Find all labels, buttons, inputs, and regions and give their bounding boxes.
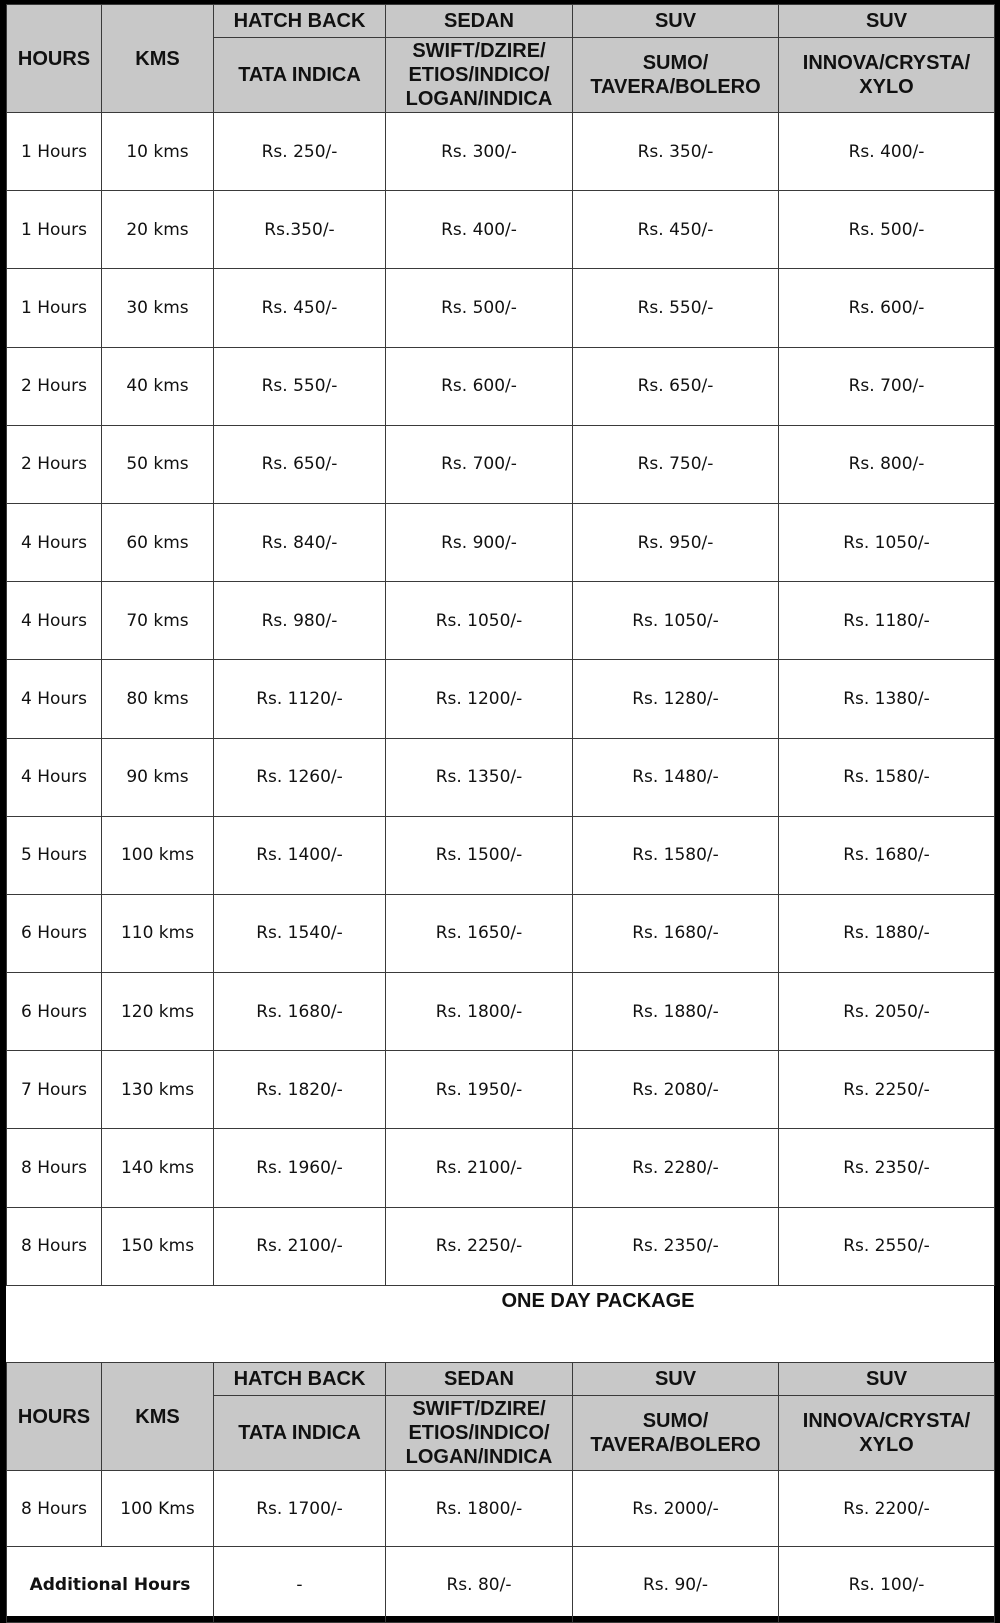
kms-cell: 30 kms: [102, 269, 214, 347]
price-cell: Rs. 2200/-: [779, 1471, 995, 1547]
hours-cell: 1 Hours: [7, 191, 102, 269]
price-cell: Rs. 1680/-: [573, 894, 779, 972]
price-cell: Rs. 1280/-: [573, 660, 779, 738]
price-cell: -: [214, 1547, 386, 1623]
price-cell: Rs. 300/-: [386, 113, 573, 191]
hours-cell: 1 Hours: [7, 113, 102, 191]
hours-cell: 2 Hours: [7, 425, 102, 503]
kms-cell: 130 kms: [102, 1051, 214, 1129]
hours-cell: 4 Hours: [7, 738, 102, 816]
price-cell: Rs. 1480/-: [573, 738, 779, 816]
kms-cell: 40 kms: [102, 347, 214, 425]
price-cell: Rs. 400/-: [779, 113, 995, 191]
price-cell: Rs. 500/-: [386, 269, 573, 347]
hours-cell: 8 Hours: [7, 1129, 102, 1207]
additional-hours-label: Additional Hours: [7, 1547, 214, 1623]
hourly-rate-table: [6, 4, 995, 1286]
price-cell: Rs. 450/-: [573, 191, 779, 269]
pkg-model-header-hatchback: TATA INDICA: [214, 1396, 386, 1471]
kms-cell: 80 kms: [102, 660, 214, 738]
pkg-category-header-suv-premium: SUV: [779, 1363, 995, 1396]
kms-cell: 60 kms: [102, 503, 214, 581]
table-row: [7, 1051, 995, 1129]
kms-header: KMS: [102, 5, 214, 113]
model-header-suv-premium: INNOVA/CRYSTA/ XYLO: [779, 38, 995, 113]
price-cell: Rs. 2050/-: [779, 973, 995, 1051]
kms-cell: 150 kms: [102, 1207, 214, 1285]
price-cell: Rs. 2080/-: [573, 1051, 779, 1129]
price-cell: Rs. 1680/-: [779, 816, 995, 894]
pkg-model-header-suv: SUMO/ TAVERA/BOLERO: [573, 1396, 779, 1471]
price-cell: Rs. 2250/-: [386, 1207, 573, 1285]
hours-cell: 4 Hours: [7, 660, 102, 738]
table-row: [7, 191, 995, 269]
price-cell: Rs. 1350/-: [386, 738, 573, 816]
model-header-hatchback: TATA INDICA: [214, 38, 386, 113]
kms-cell: 100 Kms: [102, 1471, 214, 1547]
price-cell: Rs. 700/-: [779, 347, 995, 425]
price-cell: Rs. 950/-: [573, 503, 779, 581]
price-cell: Rs. 1800/-: [386, 1471, 573, 1547]
hours-header: HOURS: [7, 5, 102, 113]
kms-cell: 110 kms: [102, 894, 214, 972]
package-row: [7, 1471, 995, 1547]
price-cell: Rs. 980/-: [214, 582, 386, 660]
price-cell: Rs. 2100/-: [214, 1207, 386, 1285]
category-header-hatchback: HATCH BACK: [214, 5, 386, 38]
hours-cell: 5 Hours: [7, 816, 102, 894]
price-cell: Rs. 600/-: [386, 347, 573, 425]
price-cell: Rs. 1650/-: [386, 894, 573, 972]
price-cell: Rs. 2250/-: [779, 1051, 995, 1129]
price-cell: Rs. 2280/-: [573, 1129, 779, 1207]
price-cell: Rs. 1880/-: [779, 894, 995, 972]
pkg-category-header-suv: SUV: [573, 1363, 779, 1396]
price-cell: Rs. 1960/-: [214, 1129, 386, 1207]
price-cell: Rs. 550/-: [573, 269, 779, 347]
pkg-category-header-hatchback: HATCH BACK: [214, 1363, 386, 1396]
table-row: [7, 816, 995, 894]
price-cell: Rs.350/-: [214, 191, 386, 269]
price-cell: Rs. 800/-: [779, 425, 995, 503]
hours-cell: 4 Hours: [7, 582, 102, 660]
one-day-package-title: ONE DAY PACKAGE: [501, 1289, 695, 1312]
price-cell: Rs. 650/-: [214, 425, 386, 503]
hours-cell: 7 Hours: [7, 1051, 102, 1129]
price-cell: Rs. 1380/-: [779, 660, 995, 738]
table-row: [7, 503, 995, 581]
price-cell: Rs. 1400/-: [214, 816, 386, 894]
price-cell: Rs. 1200/-: [386, 660, 573, 738]
price-cell: Rs. 1180/-: [779, 582, 995, 660]
pkg-model-header-sedan: SWIFT/DZIRE/ ETIOS/INDICO/ LOGAN/INDICA: [386, 1396, 573, 1471]
one-day-package-table: [6, 1362, 995, 1623]
hours-cell: 8 Hours: [7, 1207, 102, 1285]
kms-cell: 90 kms: [102, 738, 214, 816]
price-cell: Rs. 700/-: [386, 425, 573, 503]
model-header-suv: SUMO/ TAVERA/BOLERO: [573, 38, 779, 113]
price-cell: Rs. 2350/-: [779, 1129, 995, 1207]
table-row: [7, 582, 995, 660]
price-cell: Rs. 550/-: [214, 347, 386, 425]
price-cell: Rs. 100/-: [779, 1547, 995, 1623]
table-row: [7, 894, 995, 972]
table-row: [7, 425, 995, 503]
table-row: [7, 660, 995, 738]
pkg-model-header-suv-premium: INNOVA/CRYSTA/ XYLO: [779, 1396, 995, 1471]
price-cell: Rs. 840/-: [214, 503, 386, 581]
hours-cell: 4 Hours: [7, 503, 102, 581]
price-cell: Rs. 600/-: [779, 269, 995, 347]
price-cell: Rs. 1800/-: [386, 973, 573, 1051]
kms-cell: 20 kms: [102, 191, 214, 269]
category-header-sedan: SEDAN: [386, 5, 573, 38]
price-cell: Rs. 350/-: [573, 113, 779, 191]
price-cell: Rs. 250/-: [214, 113, 386, 191]
table-row: [7, 269, 995, 347]
hours-cell: 1 Hours: [7, 269, 102, 347]
price-cell: Rs. 2350/-: [573, 1207, 779, 1285]
price-cell: Rs. 80/-: [386, 1547, 573, 1623]
price-cell: Rs. 1680/-: [214, 973, 386, 1051]
table-row: [7, 973, 995, 1051]
pkg-hours-header: HOURS: [7, 1363, 102, 1471]
hours-cell: 2 Hours: [7, 347, 102, 425]
rate-sheet: [6, 4, 994, 1616]
table-row: [7, 738, 995, 816]
pkg-category-header-sedan: SEDAN: [386, 1363, 573, 1396]
hours-cell: 8 Hours: [7, 1471, 102, 1547]
price-cell: Rs. 1700/-: [214, 1471, 386, 1547]
price-cell: Rs. 400/-: [386, 191, 573, 269]
table-row: [7, 1129, 995, 1207]
price-cell: Rs. 1050/-: [573, 582, 779, 660]
kms-cell: 140 kms: [102, 1129, 214, 1207]
price-cell: Rs. 1500/-: [386, 816, 573, 894]
price-cell: Rs. 1540/-: [214, 894, 386, 972]
price-cell: Rs. 1580/-: [779, 738, 995, 816]
price-cell: Rs. 1050/-: [386, 582, 573, 660]
price-cell: Rs. 90/-: [573, 1547, 779, 1623]
hours-cell: 6 Hours: [7, 894, 102, 972]
model-header-sedan: SWIFT/DZIRE/ ETIOS/INDICO/ LOGAN/INDICA: [386, 38, 573, 113]
price-cell: Rs. 500/-: [779, 191, 995, 269]
table-row: [7, 113, 995, 191]
kms-cell: 10 kms: [102, 113, 214, 191]
category-header-suv: SUV: [573, 5, 779, 38]
pkg-kms-header: KMS: [102, 1363, 214, 1471]
price-cell: Rs. 1880/-: [573, 973, 779, 1051]
kms-cell: 50 kms: [102, 425, 214, 503]
kms-cell: 100 kms: [102, 816, 214, 894]
kms-cell: 70 kms: [102, 582, 214, 660]
price-cell: Rs. 1950/-: [386, 1051, 573, 1129]
price-cell: Rs. 1120/-: [214, 660, 386, 738]
kms-cell: 120 kms: [102, 973, 214, 1051]
price-cell: Rs. 750/-: [573, 425, 779, 503]
price-cell: Rs. 2550/-: [779, 1207, 995, 1285]
additional-hours-row: [7, 1547, 995, 1623]
category-header-suv-premium: SUV: [779, 5, 995, 38]
price-cell: Rs. 450/-: [214, 269, 386, 347]
price-cell: Rs. 2000/-: [573, 1471, 779, 1547]
hours-cell: 6 Hours: [7, 973, 102, 1051]
price-cell: Rs. 1050/-: [779, 503, 995, 581]
price-cell: Rs. 2100/-: [386, 1129, 573, 1207]
table-row: [7, 347, 995, 425]
table-row: [7, 1207, 995, 1285]
price-cell: Rs. 1260/-: [214, 738, 386, 816]
price-cell: Rs. 900/-: [386, 503, 573, 581]
price-cell: Rs. 650/-: [573, 347, 779, 425]
price-cell: Rs. 1580/-: [573, 816, 779, 894]
price-cell: Rs. 1820/-: [214, 1051, 386, 1129]
